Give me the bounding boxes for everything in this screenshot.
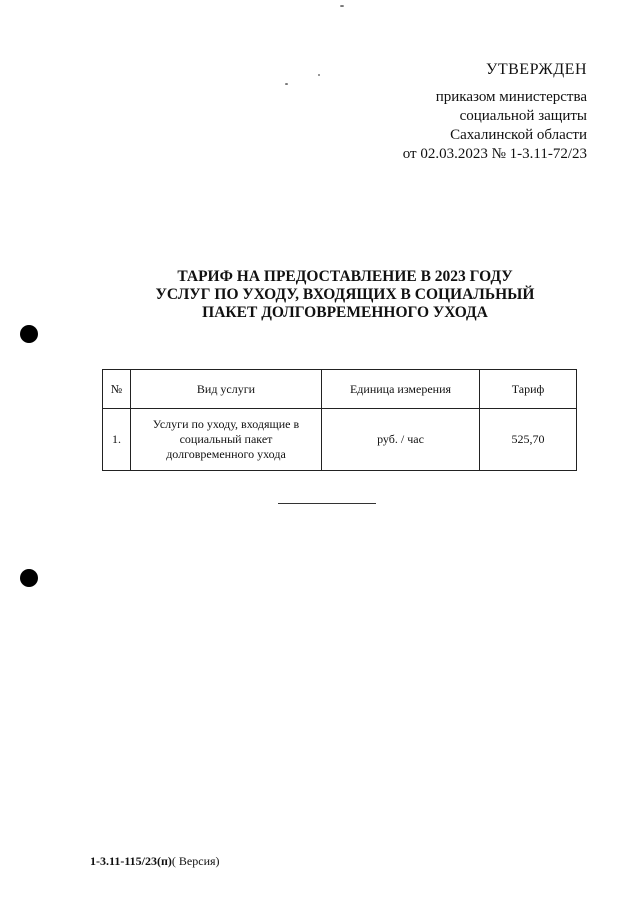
title-line: ПАКЕТ ДОЛГОВРЕМЕННОГО УХОДА <box>202 304 488 321</box>
tariff-table <box>102 369 577 471</box>
approval-line: Сахалинской области <box>450 127 587 143</box>
service-line: социальный пакет <box>179 432 273 446</box>
approval-stamp <box>403 60 587 164</box>
cell-service <box>131 409 322 471</box>
doc-version: ( Версия) <box>171 854 220 868</box>
service-line: долговременного ухода <box>166 447 286 461</box>
title-line: ТАРИФ НА ПРЕДОСТАВЛЕНИЕ В 2023 ГОДУ <box>177 268 513 285</box>
col-header-number: № <box>103 370 131 409</box>
approval-line: от 02.03.2023 № 1-3.11-72/23 <box>402 146 587 162</box>
punch-hole-top <box>20 325 38 343</box>
cell-number: 1. <box>103 409 131 471</box>
approval-line: приказом министерства <box>435 89 587 105</box>
table-header-row <box>103 370 577 409</box>
document-number <box>90 854 220 869</box>
approval-heading: УТВЕРЖДЕН <box>486 61 587 78</box>
approval-line: социальной защиты <box>459 108 587 124</box>
doc-number-code: 1-3.11-115/23(п) <box>90 854 172 868</box>
service-line: Услуги по уходу, входящие в <box>152 417 300 431</box>
col-header-service: Вид услуги <box>131 370 322 409</box>
document-title <box>110 268 580 322</box>
scan-speck <box>318 74 320 76</box>
scan-speck <box>285 83 288 85</box>
col-header-tariff: Тариф <box>480 370 577 409</box>
cell-unit: руб. / час <box>322 409 480 471</box>
separator-line <box>278 503 376 504</box>
col-header-unit: Единица измерения <box>322 370 480 409</box>
table-row <box>103 409 577 471</box>
punch-hole-bottom <box>20 569 38 587</box>
title-line: УСЛУГ ПО УХОДУ, ВХОДЯЩИХ В СОЦИАЛЬНЫЙ <box>155 286 535 303</box>
scan-speck <box>340 5 344 7</box>
cell-tariff: 525,70 <box>480 409 577 471</box>
